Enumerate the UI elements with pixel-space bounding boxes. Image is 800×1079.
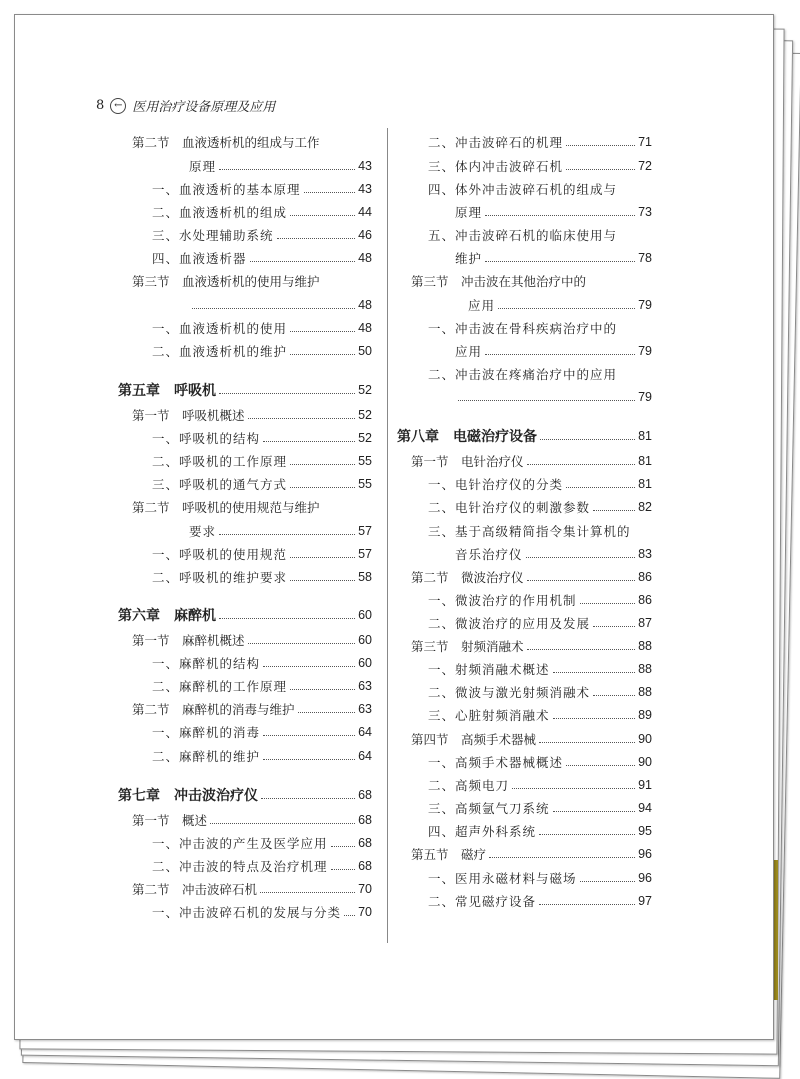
entry-page: 63 xyxy=(358,679,372,693)
entry-page: 88 xyxy=(638,662,652,676)
dot-leader xyxy=(512,788,635,789)
toc-entry[interactable] xyxy=(152,247,372,269)
entry-page: 58 xyxy=(358,570,372,584)
dot-leader xyxy=(526,557,636,558)
entry-label: 第三节 射频消融术 xyxy=(411,639,524,654)
dot-leader xyxy=(344,915,355,916)
entry-label: 第二节 血液透析机的组成与工作 xyxy=(132,135,320,150)
dot-leader xyxy=(290,331,355,332)
entry-page: 50 xyxy=(358,344,372,358)
dot-leader xyxy=(566,145,635,146)
entry-label: 第七章 冲击波治疗仪 xyxy=(118,788,258,804)
entry-page: 70 xyxy=(358,905,372,919)
dot-leader xyxy=(219,534,355,535)
entry-page: 48 xyxy=(358,321,372,335)
entry-label: 第二节 微波治疗仪 xyxy=(411,570,524,585)
entry-label: 二、高频电刀 xyxy=(428,778,510,793)
entry-label: 二、常见磁疗设备 xyxy=(428,894,537,909)
dot-leader xyxy=(331,869,356,870)
entry-label: 第八章 电磁治疗设备 xyxy=(397,429,537,445)
entry-page: 64 xyxy=(358,725,372,739)
dot-leader xyxy=(566,487,635,488)
dot-leader xyxy=(527,649,636,650)
entry-page: 94 xyxy=(638,801,652,815)
entry-label: 应用 xyxy=(455,344,483,359)
toc-entry[interactable] xyxy=(468,294,652,316)
entry-page: 68 xyxy=(358,859,372,873)
entry-page: 79 xyxy=(638,390,652,404)
toc-entry[interactable] xyxy=(428,612,652,634)
entry-page: 48 xyxy=(358,251,372,265)
toc-entry[interactable] xyxy=(428,658,652,680)
toc-entry-section[interactable] xyxy=(411,566,652,588)
toc-entry[interactable] xyxy=(455,201,652,223)
toc-entry[interactable] xyxy=(428,751,652,773)
dot-leader xyxy=(485,215,635,216)
toc-entry[interactable] xyxy=(152,178,372,200)
dot-leader xyxy=(290,464,355,465)
entry-label: 要求 xyxy=(189,524,217,539)
toc-entry-section[interactable] xyxy=(411,270,652,292)
entry-page: 57 xyxy=(358,547,372,561)
entry-page: 88 xyxy=(638,685,652,699)
entry-label: 二、冲击波在疼痛治疗中的应用 xyxy=(428,367,618,382)
entry-page: 43 xyxy=(358,182,372,196)
entry-page: 72 xyxy=(638,159,652,173)
entry-label: 第五章 呼吸机 xyxy=(118,383,216,399)
dot-leader xyxy=(593,626,635,627)
entry-page: 68 xyxy=(358,836,372,850)
toc-entry[interactable] xyxy=(152,427,372,449)
entry-page: 60 xyxy=(358,608,372,622)
entry-page: 64 xyxy=(358,749,372,763)
toc-page xyxy=(14,14,774,1040)
dot-leader xyxy=(498,308,635,309)
toc-entry[interactable] xyxy=(152,745,372,767)
entry-label: 一、电针治疗仪的分类 xyxy=(428,477,564,492)
dot-leader xyxy=(580,881,636,882)
toc-entry[interactable] xyxy=(189,520,372,542)
toc-entry[interactable] xyxy=(428,797,652,819)
toc-entry[interactable] xyxy=(152,721,372,743)
entry-page: 68 xyxy=(358,813,372,827)
entry-page: 82 xyxy=(638,500,652,514)
dot-leader xyxy=(304,192,356,193)
dot-leader xyxy=(263,759,355,760)
entry-page: 73 xyxy=(638,205,652,219)
toc-entry[interactable] xyxy=(428,681,652,703)
toc-entry[interactable] xyxy=(428,317,652,339)
entry-label: 三、高频氩气刀系统 xyxy=(428,801,550,816)
toc-entry[interactable] xyxy=(428,363,652,385)
dot-leader xyxy=(458,400,635,401)
dot-leader xyxy=(331,846,356,847)
dot-leader xyxy=(248,418,356,419)
entry-page: 88 xyxy=(638,639,652,653)
dot-leader xyxy=(290,580,355,581)
dot-leader xyxy=(540,439,635,440)
entry-page: 60 xyxy=(358,656,372,670)
entry-page: 96 xyxy=(638,871,652,885)
dot-leader xyxy=(485,261,635,262)
entry-page: 52 xyxy=(358,431,372,445)
toc-entry-section[interactable] xyxy=(132,270,372,292)
toc-entry[interactable] xyxy=(455,247,652,269)
dot-leader xyxy=(290,557,355,558)
dot-leader xyxy=(260,892,355,893)
toc-entry-section[interactable] xyxy=(411,450,652,472)
toc-entry[interactable] xyxy=(428,496,652,518)
entry-label: 第一节 呼吸机概述 xyxy=(132,408,245,423)
toc-entry[interactable] xyxy=(152,901,372,923)
entry-page: 55 xyxy=(358,477,372,491)
toc-entry-section[interactable] xyxy=(132,809,372,831)
dot-leader xyxy=(527,580,636,581)
entry-label: 三、呼吸机的通气方式 xyxy=(152,477,288,492)
arrow-left-icon: ← xyxy=(110,98,126,114)
entry-page: 71 xyxy=(638,135,652,149)
toc-entry[interactable] xyxy=(152,855,372,877)
column-divider xyxy=(387,128,388,943)
entry-label: 第二节 冲击波碎石机 xyxy=(132,882,258,897)
dot-leader xyxy=(277,238,356,239)
entry-page: 68 xyxy=(358,788,372,802)
toc-entry-section[interactable] xyxy=(132,404,372,426)
entry-label: 第五节 磁疗 xyxy=(411,847,487,862)
entry-label: 二、电针治疗仪的刺激参数 xyxy=(428,500,591,515)
toc-entry-chapter[interactable] xyxy=(118,784,372,806)
dot-leader xyxy=(593,510,635,511)
dot-leader xyxy=(248,643,356,644)
entry-label: 一、高频手术器械概述 xyxy=(428,755,564,770)
entry-label: 维护 xyxy=(455,251,483,266)
toc-entry[interactable] xyxy=(189,294,372,316)
dot-leader xyxy=(489,857,635,858)
toc-entry-section[interactable] xyxy=(132,496,372,518)
toc-entry-section[interactable] xyxy=(132,131,372,153)
entry-label: 第六章 麻醉机 xyxy=(118,608,216,624)
dot-leader xyxy=(219,618,355,619)
entry-page: 90 xyxy=(638,732,652,746)
toc-entry[interactable] xyxy=(455,340,652,362)
dot-leader xyxy=(290,215,355,216)
entry-page: 52 xyxy=(358,408,372,422)
entry-page: 81 xyxy=(638,429,652,443)
entry-page: 43 xyxy=(358,159,372,173)
entry-label: 第一节 概述 xyxy=(132,813,208,828)
toc-entry[interactable] xyxy=(428,178,652,200)
entry-page: 81 xyxy=(638,454,652,468)
entry-label: 原理 xyxy=(455,205,483,220)
dot-leader xyxy=(261,798,355,799)
toc-entry-chapter[interactable] xyxy=(397,425,652,447)
toc-entry[interactable] xyxy=(152,675,372,697)
entry-page: 95 xyxy=(638,824,652,838)
entry-label: 一、麻醉机的结构 xyxy=(152,656,261,671)
entry-label: 五、冲击波碎石机的临床使用与 xyxy=(428,228,618,243)
entry-label: 第二节 麻醉机的消毒与维护 xyxy=(132,702,295,717)
entry-label: 二、冲击波碎石的机理 xyxy=(428,135,564,150)
dot-leader xyxy=(553,672,636,673)
toc-entry[interactable] xyxy=(428,774,652,796)
toc-entry[interactable] xyxy=(428,224,652,246)
dot-leader xyxy=(580,603,636,604)
toc-entry[interactable] xyxy=(152,832,372,854)
toc-entry[interactable] xyxy=(428,473,652,495)
entry-label: 三、心脏射频消融术 xyxy=(428,708,550,723)
dot-leader xyxy=(263,441,355,442)
entry-label: 二、微波与激光射频消融术 xyxy=(428,685,591,700)
entry-label: 二、血液透析机的组成 xyxy=(152,205,288,220)
toc-entry[interactable] xyxy=(455,386,652,408)
toc-entry[interactable] xyxy=(455,543,652,565)
entry-page: 79 xyxy=(638,298,652,312)
entry-page: 91 xyxy=(638,778,652,792)
toc-entry[interactable] xyxy=(152,201,372,223)
dot-leader xyxy=(290,487,355,488)
toc-entry[interactable] xyxy=(428,867,652,889)
book-title: 医用治疗设备原理及应用 xyxy=(132,100,276,115)
toc-entry-section[interactable] xyxy=(132,629,372,651)
entry-label: 二、微波治疗的应用及发展 xyxy=(428,616,591,631)
entry-label: 三、基于高级精简指令集计算机的 xyxy=(428,524,631,539)
entry-page: 86 xyxy=(638,570,652,584)
page-number: 8 xyxy=(96,98,105,113)
page-header xyxy=(96,96,275,115)
entry-label: 二、麻醉机的工作原理 xyxy=(152,679,288,694)
entry-label: 二、冲击波的特点及治疗机理 xyxy=(152,859,328,874)
dot-leader xyxy=(539,742,635,743)
entry-label: 一、血液透析机的使用 xyxy=(152,321,288,336)
toc-entry-section[interactable] xyxy=(411,635,652,657)
dot-leader xyxy=(553,718,636,719)
entry-label: 三、体内冲击波碎石机 xyxy=(428,159,564,174)
entry-label: 一、麻醉机的消毒 xyxy=(152,725,261,740)
toc-entry[interactable] xyxy=(152,340,372,362)
entry-label: 一、呼吸机的使用规范 xyxy=(152,547,288,562)
entry-page: 83 xyxy=(638,547,652,561)
entry-label: 一、冲击波在骨科疾病治疗中的 xyxy=(428,321,618,336)
entry-label: 应用 xyxy=(468,298,496,313)
entry-page: 81 xyxy=(638,477,652,491)
entry-label: 四、体外冲击波碎石机的组成与 xyxy=(428,182,618,197)
toc-entry-section[interactable] xyxy=(132,698,372,720)
entry-page: 97 xyxy=(638,894,652,908)
dot-leader xyxy=(298,712,356,713)
entry-label: 一、血液透析的基本原理 xyxy=(152,182,301,197)
entry-page: 87 xyxy=(638,616,652,630)
entry-label: 音乐治疗仪 xyxy=(455,547,523,562)
entry-label: 第三节 血液透析机的使用与维护 xyxy=(132,274,320,289)
toc-entry[interactable] xyxy=(428,890,652,912)
toc-entry[interactable] xyxy=(428,155,652,177)
entry-label: 一、射频消融术概述 xyxy=(428,662,550,677)
entry-page: 63 xyxy=(358,702,372,716)
dot-leader xyxy=(250,261,356,262)
dot-leader xyxy=(553,811,636,812)
toc-entry-chapter[interactable] xyxy=(118,604,372,626)
dot-leader xyxy=(593,695,635,696)
entry-label: 一、医用永磁材料与磁场 xyxy=(428,871,577,886)
entry-page: 70 xyxy=(358,882,372,896)
entry-label: 第一节 麻醉机概述 xyxy=(132,633,245,648)
entry-label: 四、超声外科系统 xyxy=(428,824,537,839)
toc-entry[interactable] xyxy=(152,652,372,674)
entry-page: 86 xyxy=(638,593,652,607)
entry-label: 原理 xyxy=(189,159,217,174)
entry-label: 一、呼吸机的结构 xyxy=(152,431,261,446)
dot-leader xyxy=(539,834,635,835)
dot-leader xyxy=(485,354,635,355)
dot-leader xyxy=(290,689,355,690)
toc-entry-section[interactable] xyxy=(411,843,652,865)
toc-entry[interactable] xyxy=(152,473,372,495)
toc-entry[interactable] xyxy=(152,224,372,246)
dot-leader xyxy=(263,666,355,667)
entry-page: 89 xyxy=(638,708,652,722)
entry-page: 96 xyxy=(638,847,652,861)
entry-label: 一、微波治疗的作用机制 xyxy=(428,593,577,608)
toc-entry-section[interactable] xyxy=(411,728,652,750)
entry-label: 二、呼吸机的工作原理 xyxy=(152,454,288,469)
dot-leader xyxy=(219,393,355,394)
toc-entry[interactable] xyxy=(152,450,372,472)
dot-leader xyxy=(219,169,355,170)
entry-page: 78 xyxy=(638,251,652,265)
dot-leader xyxy=(290,354,355,355)
entry-label: 四、血液透析器 xyxy=(152,251,247,266)
entry-page: 55 xyxy=(358,454,372,468)
toc-entry-chapter[interactable] xyxy=(118,379,372,401)
toc-entry-section[interactable] xyxy=(132,878,372,900)
dot-leader xyxy=(263,735,355,736)
toc-entry[interactable] xyxy=(428,820,652,842)
dot-leader xyxy=(566,765,635,766)
entry-label: 二、呼吸机的维护要求 xyxy=(152,570,288,585)
toc-entry[interactable] xyxy=(428,131,652,153)
entry-label: 一、冲击波的产生及医学应用 xyxy=(152,836,328,851)
dot-leader xyxy=(539,904,635,905)
toc-entry[interactable] xyxy=(428,589,652,611)
entry-page: 57 xyxy=(358,524,372,538)
toc-entry[interactable] xyxy=(428,704,652,726)
entry-label: 第一节 电针治疗仪 xyxy=(411,454,524,469)
entry-page: 44 xyxy=(358,205,372,219)
entry-label: 第二节 呼吸机的使用规范与维护 xyxy=(132,500,320,515)
toc-entry[interactable] xyxy=(152,317,372,339)
toc-entry[interactable] xyxy=(428,520,652,542)
entry-label: 二、血液透析机的维护 xyxy=(152,344,288,359)
entry-label: 第四节 高频手术器械 xyxy=(411,732,537,747)
entry-label: 二、麻醉机的维护 xyxy=(152,749,261,764)
dot-leader xyxy=(566,169,635,170)
toc-entry[interactable] xyxy=(152,566,372,588)
entry-label: 三、水处理辅助系统 xyxy=(152,228,274,243)
dot-leader xyxy=(527,464,636,465)
dot-leader xyxy=(210,823,355,824)
entry-page: 90 xyxy=(638,755,652,769)
toc-entry[interactable] xyxy=(189,155,372,177)
toc-entry[interactable] xyxy=(152,543,372,565)
entry-page: 48 xyxy=(358,298,372,312)
dot-leader xyxy=(192,308,355,309)
entry-page: 60 xyxy=(358,633,372,647)
entry-page: 79 xyxy=(638,344,652,358)
entry-label: 一、冲击波碎石机的发展与分类 xyxy=(152,905,342,920)
entry-page: 46 xyxy=(358,228,372,242)
entry-label: 第三节 冲击波在其他治疗中的 xyxy=(411,274,587,289)
entry-page: 52 xyxy=(358,383,372,397)
